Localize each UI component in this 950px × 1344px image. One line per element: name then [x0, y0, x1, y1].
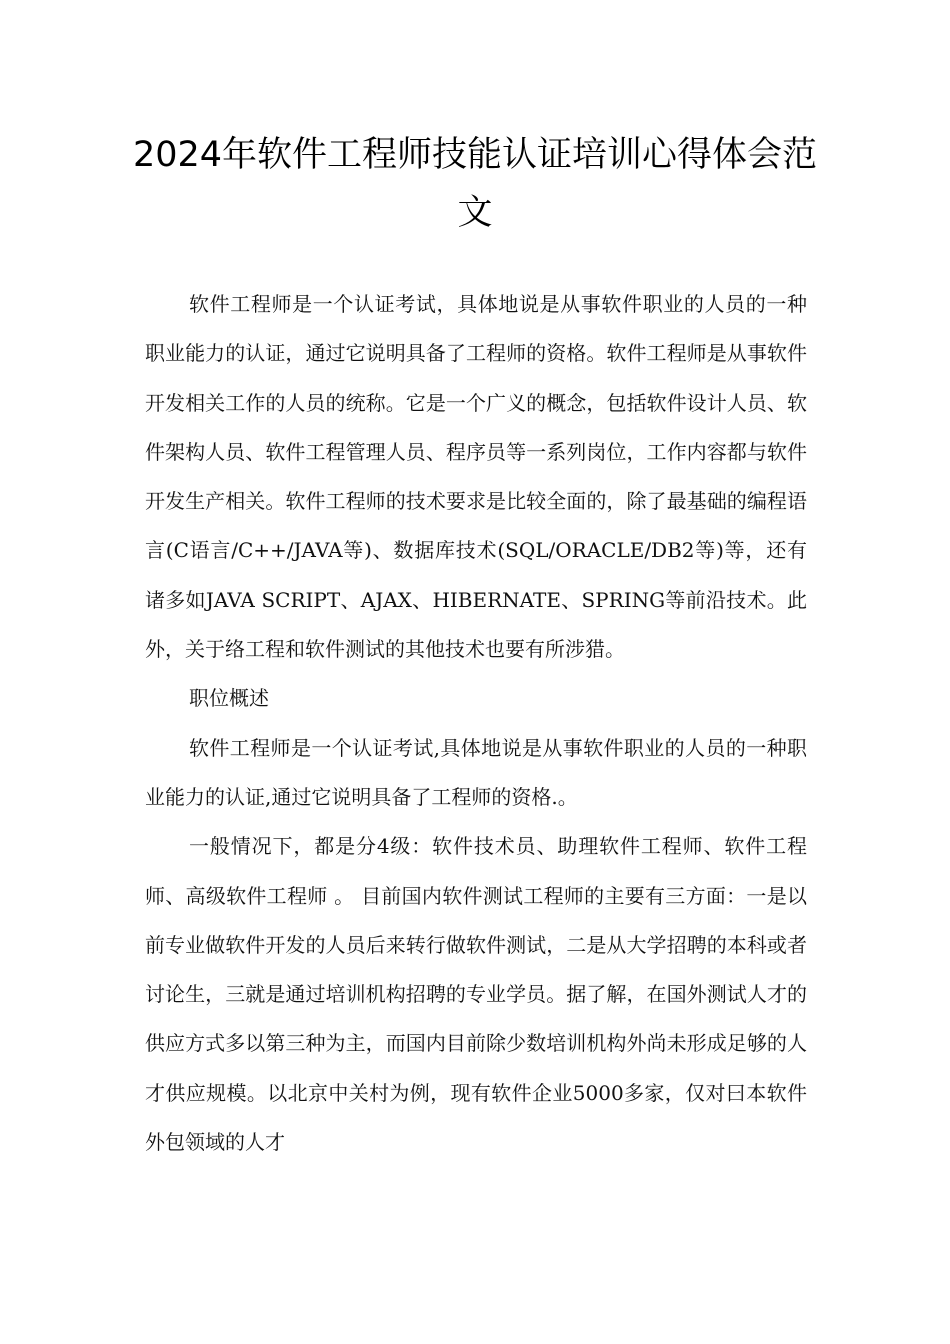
document-title: 2024年软件工程师技能认证培训心得体会范文: [132, 135, 818, 233]
paragraph-job-overview: 软件工程师是一个认证考试,具体地说是从事软件职业的人员的一种职业能力的认证,通过它说明具备了工程师的资格.。: [145, 735, 807, 809]
section-heading-job-overview: 职位概述: [189, 686, 269, 711]
paragraph-intro: 软件工程师是一个认证考试，具体地说是从事软件职业的人员的一种职业能力的认证，通过它说明具备了工程师的资格。软件工程师是从事软件开发相关工作的人员的统称。它是一个广义的概念，包括软件设计人员、软件架构人员、软件工程管理人员、程序员等一系列岗位，工作内容都与软件开发生产相关。软件工程师的技术要求是比较全面的，除了最基础的编程语言(C语言/C++/JAVA等)、数据库技术(SQL/ORACLE/DB2等)等，还有诸多如JAVA SCRIPT、AJAX、HIBERNATE、SPRING等前沿技术。此外，关于络工程和软件测试的其他技术也要有所涉猎。: [145, 292, 807, 662]
paragraph-levels: 一般情况下，都是分4级：软件技术员、助理软件工程师、软件工程师、高级软件工程师 。 目前国内软件测试工程师的主要有三方面：一是以前专业做软件开发的人员后来转行做软件测试，二是从大学招聘的本科或者讨论生，三就是通过培训机构招聘的专业学员。据了解，在国外测试人才的供应方式多以第三种为主，而国内目前除少数培训机构外尚未形成足够的人才供应规模。以北京中关村为例，现有软件企业5000多家，仅对曰本软件外包领域的人才: [145, 834, 807, 1155]
document-body: [145, 280, 807, 1167]
